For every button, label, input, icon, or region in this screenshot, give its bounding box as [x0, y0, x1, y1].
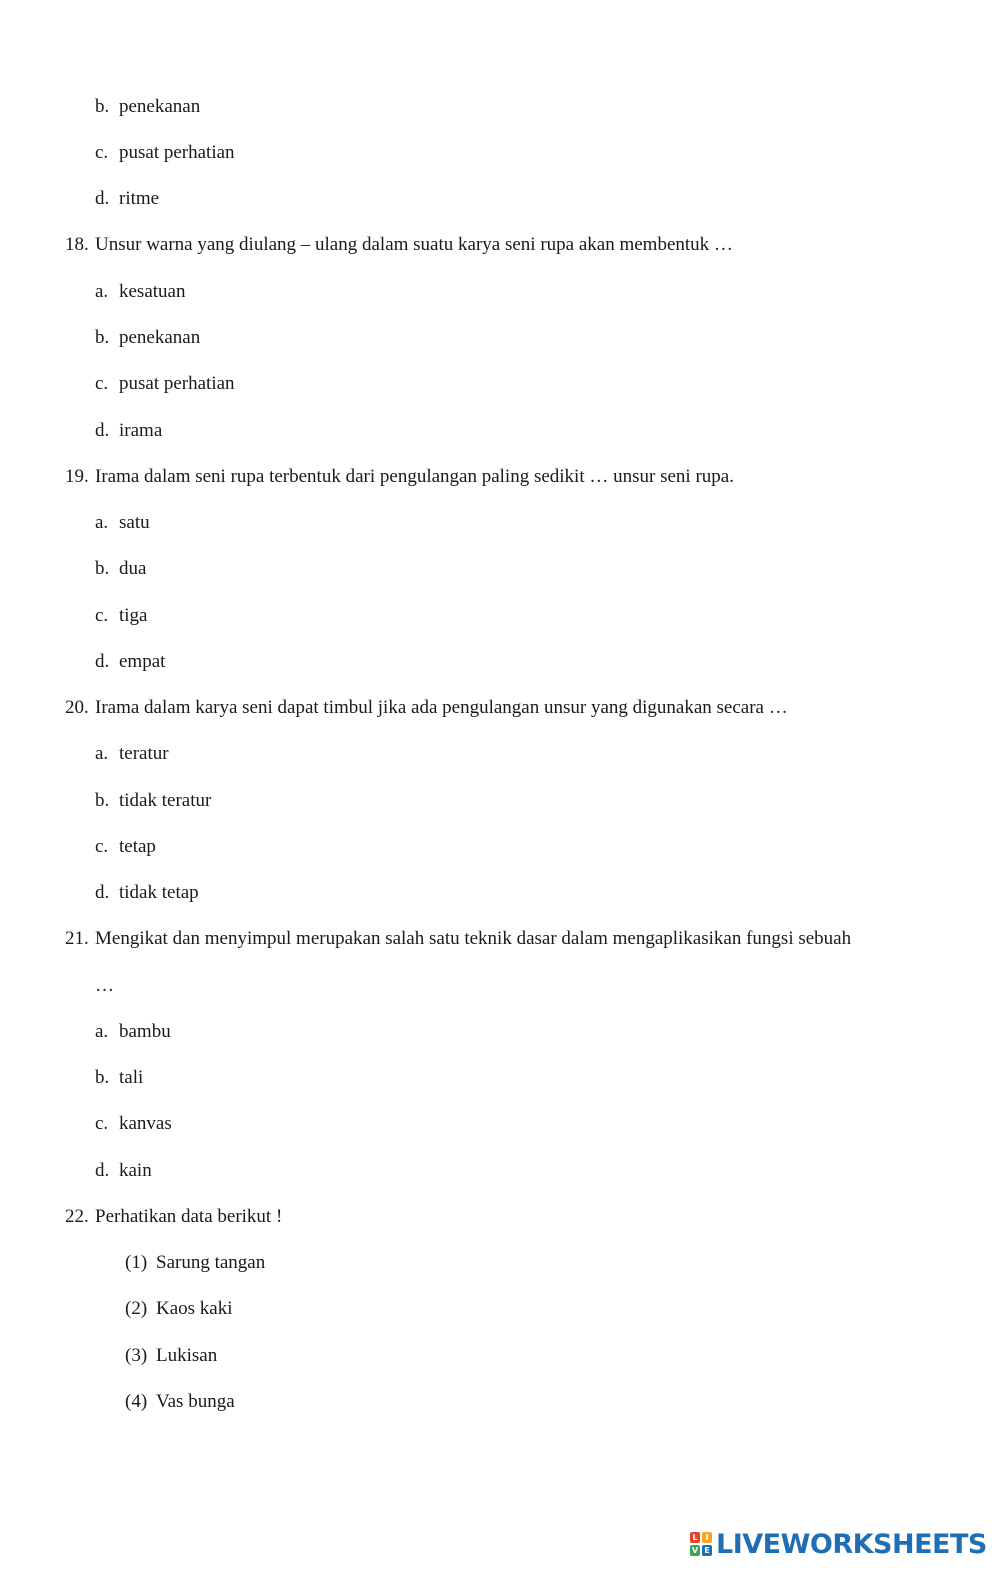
- liveworksheets-logo: [690, 1528, 987, 1560]
- question-21-continuation: [95, 974, 114, 998]
- q19-option-d: [95, 650, 165, 674]
- option-letter: c.: [95, 142, 109, 163]
- option-letter: d.: [95, 1160, 110, 1181]
- option-text: bambu: [119, 1021, 171, 1042]
- liveworksheets-logo-text: LIVEWORKSHEETS: [716, 1528, 987, 1560]
- option-letter: d.: [95, 420, 110, 441]
- q20-option-d: [95, 881, 199, 905]
- option-text: pusat perhatian: [119, 373, 235, 394]
- option-text: dua: [119, 558, 147, 579]
- option-text: penekanan: [119, 327, 201, 348]
- q22-item-4: [125, 1390, 235, 1414]
- option-letter: b.: [95, 558, 110, 579]
- option-text: pusat perhatian: [119, 142, 235, 163]
- question-22: [65, 1205, 282, 1229]
- option-text: kain: [119, 1160, 152, 1181]
- q20-option-c: [95, 835, 156, 859]
- q22-item-3: [125, 1344, 217, 1368]
- q18-option-d: [95, 419, 162, 443]
- question-number: 22.: [65, 1206, 89, 1227]
- q17-option-c: [95, 141, 235, 165]
- q19-option-b: [95, 557, 146, 581]
- option-text: satu: [119, 512, 150, 533]
- option-text: teratur: [119, 743, 169, 764]
- question-text-continuation: …: [95, 975, 114, 996]
- question-text: Perhatikan data berikut !: [95, 1206, 283, 1227]
- logo-tile-e: E: [702, 1545, 712, 1556]
- question-number: 19.: [65, 466, 89, 487]
- option-text: empat: [119, 651, 166, 672]
- option-letter: a.: [95, 281, 109, 302]
- q22-item-1: [125, 1251, 265, 1275]
- q17-option-d: [95, 187, 159, 211]
- option-letter: a.: [95, 512, 109, 533]
- question-text: Irama dalam karya seni dapat timbul jika ada pengulangan unsur yang digunakan secara …: [95, 697, 788, 718]
- q18-option-a: [95, 280, 185, 304]
- question-text: Irama dalam seni rupa terbentuk dari pengulangan paling sedikit … unsur seni rupa.: [95, 466, 734, 487]
- option-text: penekanan: [119, 96, 201, 117]
- option-letter: d.: [95, 188, 110, 209]
- q18-option-c: [95, 372, 235, 396]
- option-letter: a.: [95, 1021, 109, 1042]
- q17-option-b: [95, 95, 200, 119]
- option-letter: b.: [95, 1067, 110, 1088]
- q21-option-d: [95, 1159, 152, 1183]
- option-letter: d.: [95, 651, 110, 672]
- logo-tile-v: V: [691, 1546, 699, 1555]
- item-text: Lukisan: [156, 1345, 218, 1366]
- liveworksheets-logo-icon: [690, 1532, 712, 1556]
- q21-option-b: [95, 1066, 143, 1090]
- question-19: [65, 465, 734, 489]
- q20-option-b: [95, 789, 211, 813]
- question-number: 21.: [65, 928, 89, 949]
- question-number: 20.: [65, 697, 89, 718]
- logo-tile-i: I: [702, 1532, 712, 1543]
- q19-option-a: [95, 511, 150, 535]
- option-text: kanvas: [119, 1113, 172, 1134]
- logo-tile-l: L: [690, 1532, 700, 1543]
- option-letter: c.: [95, 373, 109, 394]
- item-label: (1): [125, 1252, 148, 1273]
- option-text: tidak tetap: [119, 882, 199, 903]
- option-letter: d.: [95, 882, 110, 903]
- item-text: Sarung tangan: [156, 1252, 266, 1273]
- q18-option-b: [95, 326, 200, 350]
- item-label: (3): [125, 1345, 148, 1366]
- item-text: Kaos kaki: [156, 1298, 233, 1319]
- q21-option-a: [95, 1020, 171, 1044]
- question-18: [65, 233, 733, 257]
- option-letter: c.: [95, 1113, 109, 1134]
- option-letter: b.: [95, 96, 110, 117]
- option-text: irama: [119, 420, 163, 441]
- question-20: [65, 696, 788, 720]
- option-text: ritme: [119, 188, 160, 209]
- q21-option-c: [95, 1112, 172, 1136]
- option-letter: c.: [95, 836, 109, 857]
- q22-item-2: [125, 1297, 233, 1321]
- question-text: Unsur warna yang diulang – ulang dalam suatu karya seni rupa akan membentuk …: [95, 234, 733, 255]
- option-text: tetap: [119, 836, 156, 857]
- question-text: Mengikat dan menyimpul merupakan salah satu teknik dasar dalam mengaplikasikan fungsi sebuah: [95, 928, 852, 949]
- item-text: Vas bunga: [156, 1391, 235, 1412]
- item-label: (4): [125, 1391, 148, 1412]
- q20-option-a: [95, 742, 169, 766]
- question-21: [65, 927, 851, 951]
- option-text: tidak teratur: [119, 790, 212, 811]
- option-letter: b.: [95, 790, 110, 811]
- item-label: (2): [125, 1298, 148, 1319]
- option-text: kesatuan: [119, 281, 186, 302]
- question-number: 18.: [65, 234, 89, 255]
- option-letter: b.: [95, 327, 110, 348]
- option-text: tiga: [119, 605, 148, 626]
- option-text: tali: [119, 1067, 144, 1088]
- q19-option-c: [95, 604, 148, 628]
- option-letter: a.: [95, 743, 109, 764]
- option-letter: c.: [95, 605, 109, 626]
